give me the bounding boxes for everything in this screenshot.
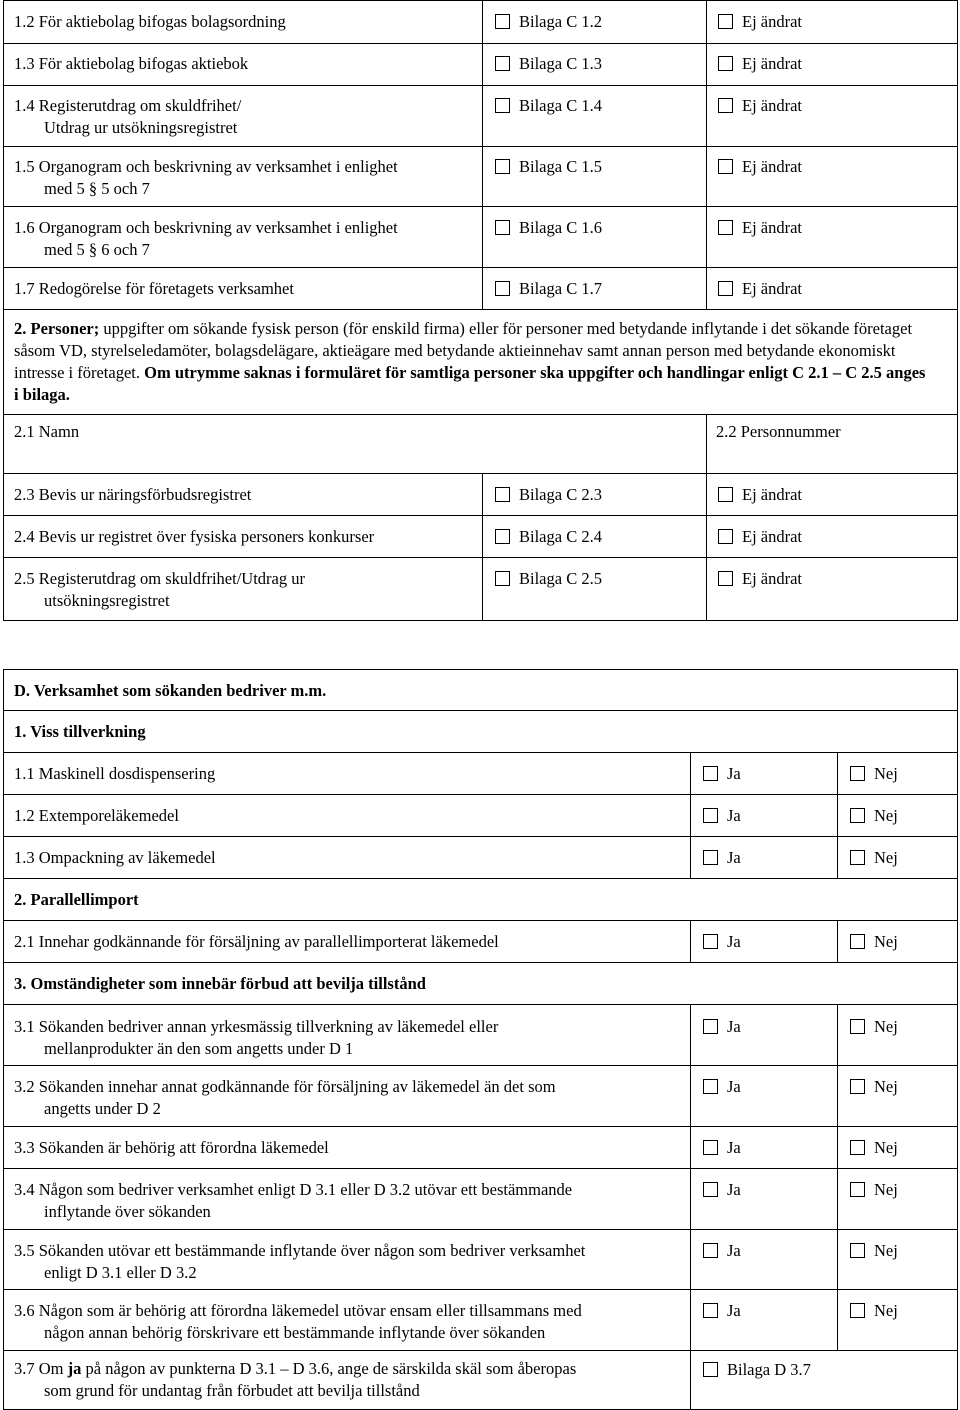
ja-d13-checkbox[interactable] [703, 847, 741, 868]
checkbox-label: Ja [727, 1138, 741, 1157]
personnummer-label: 2.2 Personnummer [716, 422, 841, 441]
divider [3, 878, 958, 879]
checkbox-icon[interactable] [703, 808, 718, 823]
checkbox-icon[interactable] [703, 1362, 718, 1377]
checkbox-label: Ej ändrat [742, 157, 803, 176]
row-label-cont: angetts under D 2 [44, 1099, 161, 1118]
ej-andrat-c24-checkbox[interactable] [718, 526, 802, 547]
row-label: 3.3 Sökanden är behörig att förordna läkemedel [14, 1138, 329, 1157]
divider [3, 1350, 958, 1351]
bilaga-c23-checkbox[interactable] [495, 484, 602, 505]
checkbox-label: Nej [874, 764, 898, 783]
checkbox-label: Bilaga C 1.3 [519, 54, 602, 73]
ja-d11-checkbox[interactable] [703, 763, 741, 784]
checkbox-label: Ej ändrat [742, 54, 803, 73]
column-divider [690, 752, 691, 878]
row-label-pre: 3.7 Om [14, 1359, 68, 1378]
checkbox-label: Bilaga C 2.4 [519, 527, 602, 546]
bilaga-d37-checkbox[interactable] [703, 1359, 811, 1380]
row-label: 1.1 Maskinell dosdispensering [14, 764, 216, 783]
checkbox-label: Ja [727, 1241, 741, 1260]
ja-d35-checkbox[interactable] [703, 1240, 741, 1261]
column-divider [837, 752, 838, 878]
divider [3, 414, 958, 415]
checkbox-icon[interactable] [850, 850, 865, 865]
row-label: 2.4 Bevis ur registret över fysiska personers konkurser [14, 527, 375, 546]
row-label: 1.5 Organogram och beskrivning av verksamhet i enlighet [14, 157, 398, 176]
section-d-title: D. Verksamhet som sökanden bedriver m.m. [14, 681, 327, 700]
checkbox-label: Nej [874, 806, 898, 825]
checkbox-label: Bilaga C 1.6 [519, 218, 602, 237]
divider [3, 206, 958, 207]
column-divider [706, 414, 707, 473]
nej-d34-checkbox[interactable] [850, 1179, 898, 1200]
checkbox-label: Nej [874, 1017, 898, 1036]
checkbox-icon[interactable] [850, 1140, 865, 1155]
checkbox-icon[interactable] [850, 1182, 865, 1197]
row-label-cont: någon annan behörig förskrivare ett bestämmande inflytande över sökanden [44, 1323, 546, 1342]
checkbox-label: Nej [874, 1301, 898, 1320]
row-label [14, 1358, 576, 1379]
column-divider [690, 1004, 691, 1350]
ej-andrat-c23-checkbox[interactable] [718, 484, 802, 505]
checkbox-icon[interactable] [850, 934, 865, 949]
column-divider [690, 920, 691, 962]
checkbox-label: Ej ändrat [742, 12, 803, 31]
row-label: 2.1 Innehar godkännande för försäljning av parallellimporterat läkemedel [14, 932, 499, 951]
checkbox-icon[interactable] [703, 766, 718, 781]
heading-parallellimport: 2. Parallellimport [14, 890, 139, 909]
bilaga-c17-checkbox[interactable] [495, 278, 602, 299]
checkbox-icon[interactable] [718, 529, 733, 544]
column-divider [706, 473, 707, 621]
divider [3, 752, 958, 753]
column-divider [690, 1350, 691, 1410]
checkbox-label: Ja [727, 1077, 741, 1096]
bilaga-c14-checkbox[interactable] [495, 95, 602, 116]
checkbox-icon[interactable] [495, 98, 510, 113]
row-label: 1.7 Redogörelse för företagets verksamhet [14, 279, 294, 298]
row-label-cont: med 5 § 5 och 7 [44, 179, 150, 198]
checkbox-icon[interactable] [850, 1079, 865, 1094]
checkbox-icon[interactable] [703, 1019, 718, 1034]
checkbox-icon[interactable] [703, 934, 718, 949]
checkbox-icon[interactable] [703, 1140, 718, 1155]
divider [3, 557, 958, 558]
personer-paragraph [14, 318, 929, 406]
checkbox-icon[interactable] [703, 1303, 718, 1318]
checkbox-label: Ej ändrat [742, 96, 803, 115]
checkbox-icon[interactable] [718, 220, 733, 235]
checkbox-icon[interactable] [718, 281, 733, 296]
divider [3, 1168, 958, 1169]
bilaga-c25-checkbox[interactable] [495, 568, 602, 589]
checkbox-icon[interactable] [850, 766, 865, 781]
checkbox-icon[interactable] [495, 529, 510, 544]
row-label: 3.2 Sökanden innehar annat godkännande för försäljning av läkemedel än det som [14, 1077, 556, 1096]
checkbox-label: Ja [727, 1017, 741, 1036]
checkbox-label: Nej [874, 848, 898, 867]
nej-d11-checkbox[interactable] [850, 763, 898, 784]
checkbox-label: Ja [727, 1301, 741, 1320]
checkbox-icon[interactable] [495, 159, 510, 174]
ej-andrat-c25-checkbox[interactable] [718, 568, 802, 589]
checkbox-icon[interactable] [718, 98, 733, 113]
row-label: 3.6 Någon som är behörig att förordna läkemedel utövar ensam eller tillsammans med [14, 1301, 582, 1320]
checkbox-icon[interactable] [850, 808, 865, 823]
ja-d33-checkbox[interactable] [703, 1137, 741, 1158]
checkbox-icon[interactable] [495, 571, 510, 586]
divider [3, 1065, 958, 1066]
checkbox-icon[interactable] [718, 571, 733, 586]
row-label-cont: inflytande över sökanden [44, 1202, 211, 1221]
row-label-post: på någon av punkterna D 3.1 – D 3.6, ange de särskilda skäl som åberopas [81, 1359, 577, 1378]
checkbox-label: Ja [727, 1180, 741, 1199]
checkbox-label: Ej ändrat [742, 485, 803, 504]
row-label: 2.5 Registerutdrag om skuldfrihet/Utdrag ur [14, 569, 305, 588]
ej-andrat-c13-checkbox[interactable] [718, 53, 802, 74]
nej-d21-checkbox[interactable] [850, 931, 898, 952]
divider [3, 515, 958, 516]
row-label: 2.3 Bevis ur näringsförbudsregistret [14, 485, 252, 504]
row-label: 1.6 Organogram och beskrivning av verksamhet i enlighet [14, 218, 398, 237]
column-divider [482, 0, 483, 309]
ej-andrat-c14-checkbox[interactable] [718, 95, 802, 116]
checkbox-icon[interactable] [703, 1079, 718, 1094]
row-label: 1.4 Registerutdrag om skuldfrihet/ [14, 96, 242, 115]
ja-d36-checkbox[interactable] [703, 1300, 741, 1321]
nej-d35-checkbox[interactable] [850, 1240, 898, 1261]
column-divider [482, 473, 483, 621]
checkbox-icon[interactable] [850, 1019, 865, 1034]
checkbox-label: Ja [727, 764, 741, 783]
divider [3, 473, 958, 474]
checkbox-label: Bilaga D 3.7 [727, 1360, 811, 1379]
row-label: 3.1 Sökanden bedriver annan yrkesmässig tillverkning av läkemedel eller [14, 1017, 499, 1036]
divider [3, 146, 958, 147]
ja-d31-checkbox[interactable] [703, 1016, 741, 1037]
nej-d33-checkbox[interactable] [850, 1137, 898, 1158]
checkbox-label: Bilaga C 1.7 [519, 279, 602, 298]
ja-d34-checkbox[interactable] [703, 1179, 741, 1200]
divider [3, 267, 958, 268]
nej-d31-checkbox[interactable] [850, 1016, 898, 1037]
checkbox-icon[interactable] [718, 487, 733, 502]
column-divider [706, 0, 707, 309]
checkbox-label: Bilaga C 2.5 [519, 569, 602, 588]
row-label-cont: med 5 § 6 och 7 [44, 240, 150, 259]
row-label-bold: ja [67, 1359, 82, 1378]
checkbox-label: Ej ändrat [742, 569, 803, 588]
checkbox-label: Ja [727, 932, 741, 951]
divider [3, 1229, 958, 1230]
divider [3, 1004, 958, 1005]
checkbox-icon[interactable] [718, 56, 733, 71]
bilaga-c16-checkbox[interactable] [495, 217, 602, 238]
row-label-cont: som grund för undantag från förbudet att bevilja tillstånd [44, 1381, 420, 1400]
divider [3, 1289, 958, 1290]
checkbox-icon[interactable] [495, 281, 510, 296]
nej-d32-checkbox[interactable] [850, 1076, 898, 1097]
ej-andrat-c17-checkbox[interactable] [718, 278, 802, 299]
divider [3, 794, 958, 795]
ej-andrat-c16-checkbox[interactable] [718, 217, 802, 238]
checkbox-icon[interactable] [718, 159, 733, 174]
row-label: 1.2 För aktiebolag bifogas bolagsordning [14, 12, 286, 31]
personer-text: uppgifter om sökande fysisk person (för enskild firma) eller för personer med betydande inflytande i det sökande företaget såsom VD, styrelseledamöter, bolagsdelägare, aktieägare med betydande aktieinnehav samt annan person med betydande ekonomiskt intresse i företaget. [14, 319, 913, 382]
checkbox-label: Ja [727, 806, 741, 825]
heading-viss-tillverkning: 1. Viss tillverkning [14, 722, 146, 741]
ja-d32-checkbox[interactable] [703, 1076, 741, 1097]
ja-d21-checkbox[interactable] [703, 931, 741, 952]
row-label-cont: mellanprodukter än den som angetts under D 1 [44, 1039, 354, 1058]
row-label: 1.3 För aktiebolag bifogas aktiebok [14, 54, 249, 73]
divider [3, 710, 958, 711]
row-label-cont: Utdrag ur utsökningsregistret [44, 118, 238, 137]
checkbox-icon[interactable] [718, 14, 733, 29]
checkbox-label: Bilaga C 2.3 [519, 485, 602, 504]
bilaga-c13-checkbox[interactable] [495, 53, 602, 74]
row-label: 1.2 Extemporeläkemedel [14, 806, 179, 825]
namn-label: 2.1 Namn [14, 422, 80, 441]
bilaga-c15-checkbox[interactable] [495, 156, 602, 177]
checkbox-label: Nej [874, 1138, 898, 1157]
divider [3, 1126, 958, 1127]
column-divider [837, 920, 838, 962]
checkbox-label: Bilaga C 1.5 [519, 157, 602, 176]
checkbox-icon[interactable] [495, 220, 510, 235]
checkbox-label: Nej [874, 1241, 898, 1260]
checkbox-label: Nej [874, 1180, 898, 1199]
ej-andrat-c15-checkbox[interactable] [718, 156, 802, 177]
personer-heading: 2. Personer; [14, 319, 100, 338]
divider [3, 962, 958, 963]
nej-d13-checkbox[interactable] [850, 847, 898, 868]
checkbox-icon[interactable] [703, 850, 718, 865]
divider [3, 85, 958, 86]
checkbox-icon[interactable] [850, 1303, 865, 1318]
checkbox-label: Bilaga C 1.2 [519, 12, 602, 31]
nej-d12-checkbox[interactable] [850, 805, 898, 826]
divider [3, 309, 958, 310]
checkbox-label: Bilaga C 1.4 [519, 96, 602, 115]
checkbox-icon[interactable] [703, 1182, 718, 1197]
heading-omstandigheter: 3. Omständigheter som innebär förbud att bevilja tillstånd [14, 974, 426, 993]
nej-d36-checkbox[interactable] [850, 1300, 898, 1321]
ja-d12-checkbox[interactable] [703, 805, 741, 826]
checkbox-icon[interactable] [703, 1243, 718, 1258]
row-label: 3.4 Någon som bedriver verksamhet enligt D 3.1 eller D 3.2 utövar ett bestämmande [14, 1180, 573, 1199]
divider [3, 836, 958, 837]
row-label-cont: enligt D 3.1 eller D 3.2 [44, 1263, 197, 1282]
checkbox-icon[interactable] [495, 14, 510, 29]
checkbox-label: Ja [727, 848, 741, 867]
checkbox-label: Ej ändrat [742, 279, 803, 298]
divider [3, 43, 958, 44]
checkbox-icon[interactable] [850, 1243, 865, 1258]
checkbox-icon[interactable] [495, 56, 510, 71]
ej-andrat-c12-checkbox[interactable] [718, 11, 802, 32]
row-label: 1.3 Ompackning av läkemedel [14, 848, 216, 867]
personer-note: Om utrymme saknas i formuläret för samtliga personer ska uppgifter och handlingar enligt C 2.1 – C 2.5 anges i bilaga. [14, 363, 926, 404]
column-divider [837, 1004, 838, 1350]
bilaga-c12-checkbox[interactable] [495, 11, 602, 32]
row-label: 3.5 Sökanden utövar ett bestämmande inflytande över någon som bedriver verksamhet [14, 1241, 586, 1260]
checkbox-label: Ej ändrat [742, 218, 803, 237]
checkbox-label: Nej [874, 1077, 898, 1096]
checkbox-label: Ej ändrat [742, 527, 803, 546]
checkbox-icon[interactable] [495, 487, 510, 502]
checkbox-label: Nej [874, 932, 898, 951]
divider [3, 920, 958, 921]
bilaga-c24-checkbox[interactable] [495, 526, 602, 547]
row-label-cont: utsökningsregistret [44, 591, 170, 610]
